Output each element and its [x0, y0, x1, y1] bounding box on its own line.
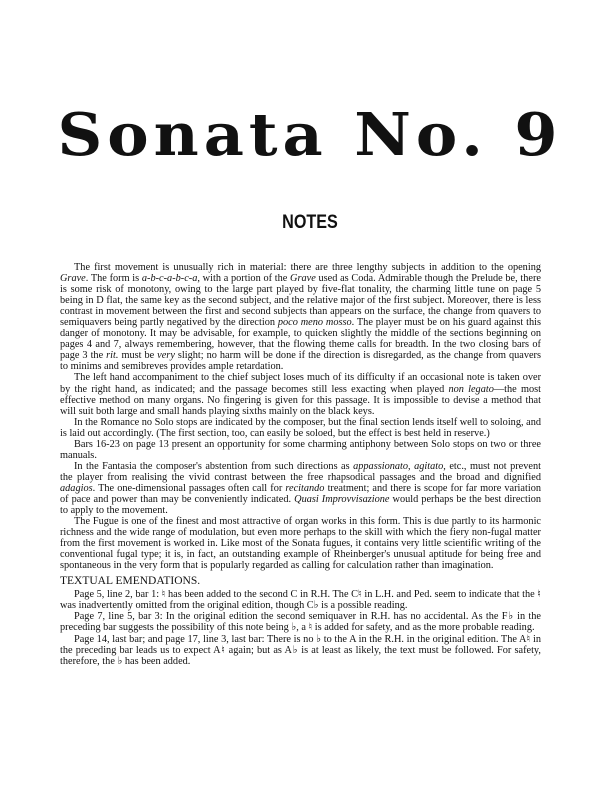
- italic-text: a-b-c-a-b-c-a: [141, 273, 198, 285]
- text-segment: , etc., must not prevent the player from realising the vivid contrast between the free rhapsodical passages and the broad and dignified: [60, 460, 541, 483]
- italic-text: rit.: [106, 350, 119, 362]
- text-segment: treatment; and there is scope for far more variation of pace and power than may be conveniently indicated.: [60, 482, 541, 505]
- text-segment: must be: [118, 350, 158, 362]
- notes-paragraphs: [60, 262, 541, 571]
- text-segment: The Fugue is one of the finest and most attractive of organ works in this form. This is due partly to its harmonic richness and the wide range of modulation, but even more perhaps to the skill with which the fiery non-fugal matter from the first movement is worked in. Like most of the Sonata fugues, it contains very little scientific writing of the conventional fugal type; it is, in fact, an outstanding example of Rheinberger's unusual aptitude for being free and spontaneous in the very form that is popularly regarded as calling for calculation rather than imagination.: [60, 516, 541, 572]
- emendation-item: [60, 589, 541, 611]
- emendations-list: [60, 589, 541, 666]
- notes-body: [60, 262, 541, 667]
- italic-text: recitando: [285, 482, 325, 494]
- text-segment: Page 5, line 2, bar 1: ♮ has been added to the second C in R.H. The C♮ in L.H. and Ped. seem to indicate that the ♮ was inadvertently omitted from the original edition, though C♭ is a possible reading.: [60, 589, 541, 612]
- text-segment: , with a portion of the: [197, 273, 291, 285]
- italic-text: Grave: [290, 273, 316, 285]
- paragraph: [60, 262, 541, 372]
- text-segment: —the most effective method on many organs. No fingering is given for this passage. It is impossible to devise a method that will suit both large and small hands playing sixths mainly on the black keys.: [60, 383, 541, 417]
- paragraph: [60, 417, 541, 439]
- italic-text: agitato: [414, 460, 444, 472]
- text-segment: ,: [408, 460, 415, 472]
- paragraph: [60, 461, 541, 516]
- text-segment: The first movement is unusually rich in material: there are three lengthy subjects in addition to the opening: [74, 262, 541, 273]
- text-segment: would perhaps be the best direction to apply to the movement.: [60, 493, 541, 517]
- text-segment: In the Fantasia the composer's abstention from such directions as: [74, 460, 354, 472]
- emendation-item: [60, 611, 541, 633]
- text-segment: . The form is: [85, 273, 142, 285]
- italic-text: non legato: [448, 383, 494, 395]
- text-segment: . The one-dimensional passages often call for: [92, 482, 286, 494]
- italic-text: adagios: [60, 482, 93, 494]
- text-segment: slight; no harm will be done if the direction is disregarded, as the change from quavers to minims and semibreves provides ample retardation.: [60, 350, 541, 373]
- paragraph: [60, 516, 541, 571]
- emendations-heading: TEXTUAL EMENDATIONS.: [60, 575, 201, 588]
- text-segment: The left hand accompaniment to the chief subject loses much of its difficulty if an occasional note is taken over by the right hand, as indicated; and the passage becomes still less exacting when played: [60, 372, 541, 395]
- text-segment: In the Romance no Solo stops are indicated by the composer, but the final section lends itself well to soloing, and is laid out accordingly. (The first section, too, can easily be soloed, but the effect is best held in reserve.): [60, 416, 541, 439]
- emendation-item: [60, 634, 541, 667]
- italic-text: Grave: [60, 273, 86, 285]
- text-segment: used as Coda. Admirable though the Prelude be, there is some risk of monotony, owing to the large part played by five-flat tonality, the charming little tune on page 5 being in D flat, the same key as the second subject, and the relative major of the first subject. Moreover, there is less contrast in movement between the first and second subjects than appears on the surface, the change from quavers to semiquavers being partly negatived by the direction: [60, 273, 541, 329]
- italic-text: very: [157, 350, 175, 362]
- text-segment: Page 14, last bar; and page 17, line 3, last bar: There is no ♭ to the A in the R.H. in the original edition. The A♮ in the preceding bar leads us to expect A♮ again; but as A♭ is at least as likely, the text must be followed. For safety, therefore, the ♭ has been added.: [60, 633, 541, 667]
- paragraph: [60, 439, 541, 461]
- italic-text: appassionato: [353, 460, 409, 472]
- text-segment: Page 7, line 5, bar 3: In the original edition the second semiquaver in R.H. has no accidental. As the F♭ in the preceding bar suggests the possibility of this note being ♭, a ♮ is added for safety, and as the more probable reading.: [60, 611, 541, 634]
- text-segment: Bars 16-23 on page 13 present an opportunity for some charming antiphony between Solo stops on two or three manuals.: [60, 438, 541, 461]
- text-segment: . The player must be on his guard against this danger of monotony. It may be advisable, for example, to quicken slightly the middle of the sections beginning on pages 4 and 7, always remembering, however, that the flowing theme calls for breadth. In the two closing bars of page 3 the: [60, 317, 542, 362]
- italic-text: poco meno mosso: [277, 317, 352, 329]
- page-title: Sonata No. 9: [57, 99, 563, 170]
- notes-heading: NOTES: [282, 212, 338, 233]
- paragraph: [60, 372, 541, 416]
- italic-text: Quasi Improvvisazione: [294, 493, 390, 505]
